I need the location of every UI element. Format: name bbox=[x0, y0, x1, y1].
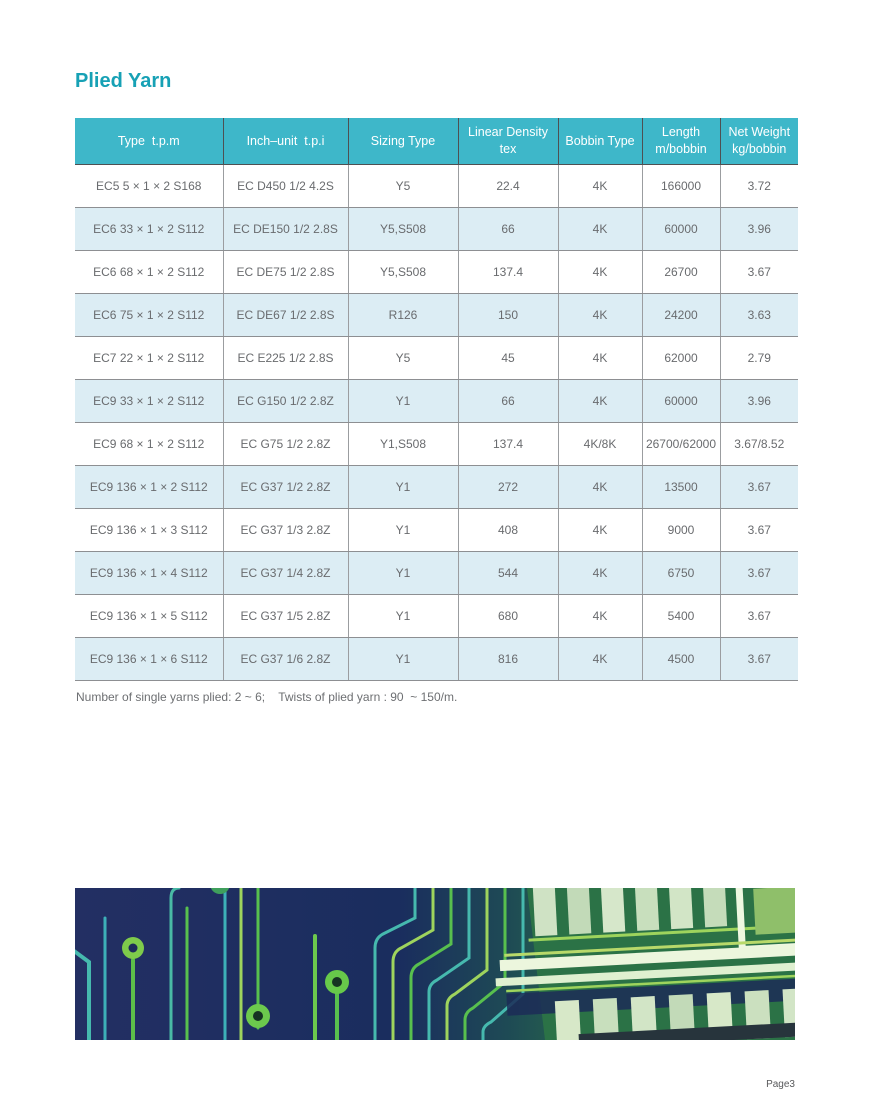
table-cell: 3.67 bbox=[720, 552, 798, 595]
table-cell: Y5,S508 bbox=[348, 208, 458, 251]
table-cell: 150 bbox=[458, 294, 558, 337]
table-cell: 4K bbox=[558, 509, 642, 552]
table-cell: 4K bbox=[558, 595, 642, 638]
table-cell: 3.67/8.52 bbox=[720, 423, 798, 466]
table-cell: 137.4 bbox=[458, 423, 558, 466]
table-cell: 4K bbox=[558, 165, 642, 208]
table-row bbox=[75, 208, 798, 251]
table-cell: Y1,S508 bbox=[348, 423, 458, 466]
column-header-1: Type t.p.m bbox=[75, 118, 223, 165]
table-cell: 26700/62000 bbox=[642, 423, 720, 466]
table-cell: Y1 bbox=[348, 595, 458, 638]
table-cell: 22.4 bbox=[458, 165, 558, 208]
table-cell: 544 bbox=[458, 552, 558, 595]
column-header-4: Linear Density tex bbox=[458, 118, 558, 165]
table-cell: 5400 bbox=[642, 595, 720, 638]
table-cell: 816 bbox=[458, 638, 558, 681]
table-cell: EC G75 1/2 2.8Z bbox=[223, 423, 348, 466]
table-cell: EC G37 1/4 2.8Z bbox=[223, 552, 348, 595]
table-cell: 3.67 bbox=[720, 251, 798, 294]
table-cell: EC9 136 × 1 × 4 S112 bbox=[75, 552, 223, 595]
table-cell: EC9 136 × 1 × 6 S112 bbox=[75, 638, 223, 681]
column-header-3: Sizing Type bbox=[348, 118, 458, 165]
table-cell: 3.96 bbox=[720, 380, 798, 423]
table-cell: EC E225 1/2 2.8S bbox=[223, 337, 348, 380]
table-cell: 2.79 bbox=[720, 337, 798, 380]
column-header-5: Bobbin Type bbox=[558, 118, 642, 165]
table-cell: 3.72 bbox=[720, 165, 798, 208]
table-cell: 4K bbox=[558, 251, 642, 294]
table-row bbox=[75, 337, 798, 380]
table-cell: 272 bbox=[458, 466, 558, 509]
table-cell: 3.96 bbox=[720, 208, 798, 251]
table-cell: 3.63 bbox=[720, 294, 798, 337]
footnote: Number of single yarns plied: 2 ~ 6; Twists of plied yarn : 90 ~ 150/m. bbox=[76, 690, 458, 704]
table-cell: Y1 bbox=[348, 552, 458, 595]
table-cell: 60000 bbox=[642, 208, 720, 251]
table-cell: 4K bbox=[558, 466, 642, 509]
table-cell: 3.67 bbox=[720, 638, 798, 681]
table-cell: 62000 bbox=[642, 337, 720, 380]
page-number: Page3 bbox=[766, 1079, 795, 1090]
table-row bbox=[75, 380, 798, 423]
table-cell: EC9 136 × 1 × 2 S112 bbox=[75, 466, 223, 509]
table-cell: EC6 33 × 1 × 2 S112 bbox=[75, 208, 223, 251]
page-title: Plied Yarn bbox=[75, 70, 172, 92]
table-cell: Y1 bbox=[348, 509, 458, 552]
plied-yarn-table bbox=[75, 118, 798, 681]
table-row bbox=[75, 595, 798, 638]
table-cell: Y1 bbox=[348, 638, 458, 681]
table-cell: EC G37 1/2 2.8Z bbox=[223, 466, 348, 509]
table-cell: Y5 bbox=[348, 337, 458, 380]
table-cell: Y1 bbox=[348, 380, 458, 423]
table-cell: EC9 136 × 1 × 3 S112 bbox=[75, 509, 223, 552]
table-cell: 680 bbox=[458, 595, 558, 638]
table-row bbox=[75, 466, 798, 509]
table-row bbox=[75, 251, 798, 294]
table-cell: 3.67 bbox=[720, 509, 798, 552]
table-cell: EC6 68 × 1 × 2 S112 bbox=[75, 251, 223, 294]
table-cell: 4K bbox=[558, 380, 642, 423]
table-cell: EC DE150 1/2 2.8S bbox=[223, 208, 348, 251]
table-cell: EC9 136 × 1 × 5 S112 bbox=[75, 595, 223, 638]
table-body bbox=[75, 165, 798, 681]
column-header-7: Net Weight kg/bobbin bbox=[720, 118, 798, 165]
table-cell: 4K bbox=[558, 337, 642, 380]
table-cell: 24200 bbox=[642, 294, 720, 337]
table-cell: 9000 bbox=[642, 509, 720, 552]
table-cell: 3.67 bbox=[720, 466, 798, 509]
table-cell: EC G37 1/5 2.8Z bbox=[223, 595, 348, 638]
table-row bbox=[75, 165, 798, 208]
table-cell: EC DE67 1/2 2.8S bbox=[223, 294, 348, 337]
table-row bbox=[75, 552, 798, 595]
table-cell: EC G37 1/6 2.8Z bbox=[223, 638, 348, 681]
table-cell: Y5,S508 bbox=[348, 251, 458, 294]
column-header-6: Length m/bobbin bbox=[642, 118, 720, 165]
pcb-photo-graphic bbox=[75, 888, 795, 1040]
table-cell: R126 bbox=[348, 294, 458, 337]
table-cell: 4K bbox=[558, 208, 642, 251]
table-cell: 66 bbox=[458, 208, 558, 251]
table-cell: EC9 68 × 1 × 2 S112 bbox=[75, 423, 223, 466]
table-cell: EC G37 1/3 2.8Z bbox=[223, 509, 348, 552]
table-cell: 60000 bbox=[642, 380, 720, 423]
table-cell: 4K bbox=[558, 294, 642, 337]
table-header bbox=[75, 118, 798, 165]
table-cell: Y5 bbox=[348, 165, 458, 208]
table-cell: EC D450 1/2 4.2S bbox=[223, 165, 348, 208]
table-cell: EC6 75 × 1 × 2 S112 bbox=[75, 294, 223, 337]
pcb-photo bbox=[75, 888, 795, 1040]
table-cell: 166000 bbox=[642, 165, 720, 208]
table-header-row bbox=[75, 118, 798, 165]
table-cell: 137.4 bbox=[458, 251, 558, 294]
table-cell: 45 bbox=[458, 337, 558, 380]
table-row bbox=[75, 423, 798, 466]
table-cell: 4K bbox=[558, 638, 642, 681]
table-row bbox=[75, 638, 798, 681]
table-row bbox=[75, 294, 798, 337]
table-cell: 4500 bbox=[642, 638, 720, 681]
table-cell: 3.67 bbox=[720, 595, 798, 638]
table-cell: 26700 bbox=[642, 251, 720, 294]
table-cell: 4K bbox=[558, 552, 642, 595]
table-cell: EC9 33 × 1 × 2 S112 bbox=[75, 380, 223, 423]
table-cell: 66 bbox=[458, 380, 558, 423]
table-cell: EC7 22 × 1 × 2 S112 bbox=[75, 337, 223, 380]
table-cell: 6750 bbox=[642, 552, 720, 595]
table-cell: EC DE75 1/2 2.8S bbox=[223, 251, 348, 294]
table-cell: EC G150 1/2 2.8Z bbox=[223, 380, 348, 423]
table-cell: EC5 5 × 1 × 2 S168 bbox=[75, 165, 223, 208]
table-row bbox=[75, 509, 798, 552]
column-header-2: Inch–unit t.p.i bbox=[223, 118, 348, 165]
table-cell: 4K/8K bbox=[558, 423, 642, 466]
table-cell: 408 bbox=[458, 509, 558, 552]
table-cell: 13500 bbox=[642, 466, 720, 509]
table-cell: Y1 bbox=[348, 466, 458, 509]
